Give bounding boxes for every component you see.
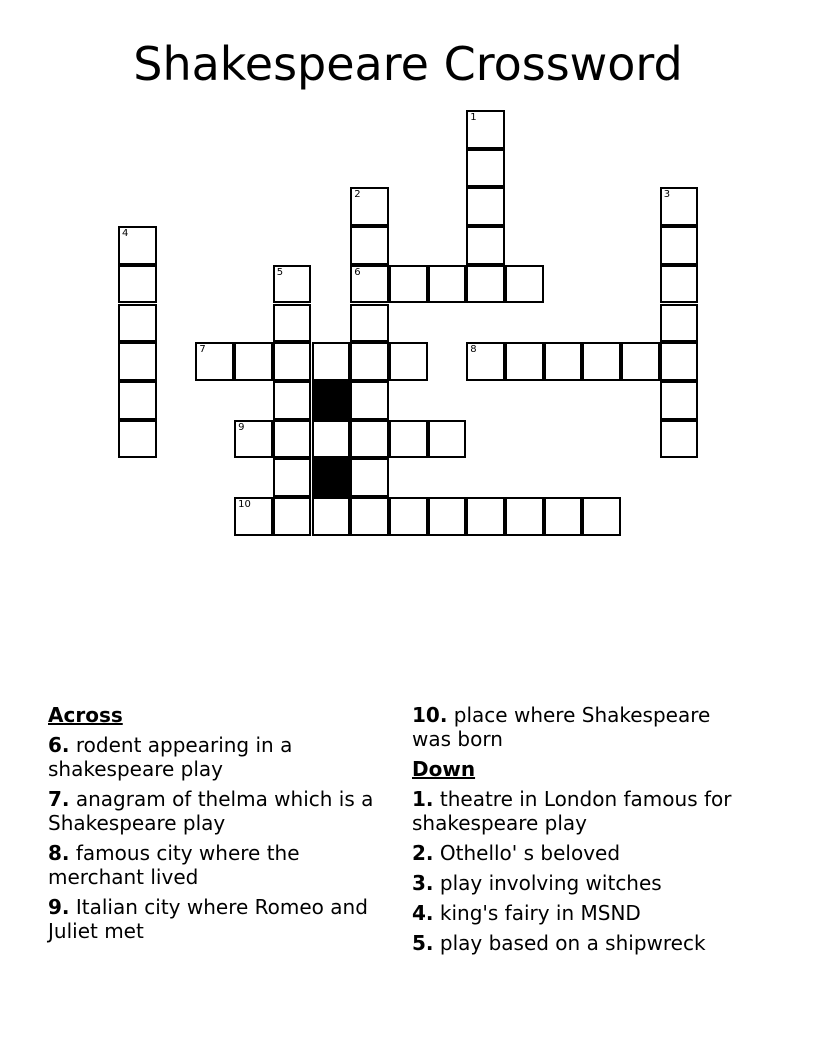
clue-number: 5 — [276, 266, 284, 278]
clue-text: anagram of thelma which is a Shakespeare play — [48, 787, 374, 835]
crossword-cell[interactable] — [312, 342, 351, 381]
clue-text: Othello' s beloved — [433, 841, 621, 865]
crossword-cell[interactable] — [350, 304, 389, 343]
clue-text: theatre in London famous for shakespeare play — [412, 787, 732, 835]
clue-number: 3. — [412, 871, 434, 895]
crossword-cell[interactable] — [466, 149, 505, 188]
down-heading: Down — [412, 757, 476, 781]
crossword-cell[interactable] — [505, 265, 544, 304]
crossword-cell[interactable] — [273, 265, 312, 304]
clue-item — [48, 895, 388, 943]
clue-text: famous city where the merchant lived — [48, 841, 300, 889]
crossword-cell[interactable] — [118, 304, 157, 343]
clue-item — [412, 841, 752, 865]
clue-number: 2 — [354, 189, 361, 201]
clues-column-left — [48, 703, 388, 943]
crossword-cell[interactable] — [582, 497, 621, 536]
clue-text: place where Shakespeare was born — [412, 703, 711, 751]
crossword-cell[interactable] — [466, 110, 505, 149]
crossword-block — [312, 381, 351, 420]
crossword-cell[interactable] — [466, 265, 505, 304]
crossword-cell[interactable] — [273, 342, 312, 381]
crossword-cell[interactable] — [273, 497, 312, 536]
crossword-cell[interactable] — [312, 420, 351, 459]
crossword-cell[interactable] — [273, 458, 312, 497]
clue-text: rodent appearing in a shakespeare play — [48, 733, 293, 781]
crossword-cell[interactable] — [544, 497, 583, 536]
crossword-cell[interactable] — [660, 342, 699, 381]
clue-number: 1. — [412, 787, 434, 811]
crossword-cell[interactable] — [350, 497, 389, 536]
crossword-cell[interactable] — [195, 342, 234, 381]
crossword-cell[interactable] — [118, 381, 157, 420]
crossword-cell[interactable] — [660, 226, 699, 265]
clue-text: king's fairy in MSND — [433, 901, 641, 925]
crossword-cell[interactable] — [428, 265, 467, 304]
clue-number: 5. — [412, 931, 434, 955]
across-heading: Across — [48, 703, 123, 727]
crossword-cell[interactable] — [350, 381, 389, 420]
crossword-cell[interactable] — [428, 420, 467, 459]
crossword-cell[interactable] — [273, 381, 312, 420]
clue-number: 10 — [238, 499, 251, 510]
crossword-cell[interactable] — [312, 497, 351, 536]
crossword-cell[interactable] — [505, 497, 544, 536]
crossword-cell[interactable] — [350, 458, 389, 497]
clue-item — [412, 931, 752, 955]
clue-text: play involving witches — [433, 871, 662, 895]
clue-item — [412, 871, 752, 895]
crossword-cell[interactable] — [273, 420, 312, 459]
clue-text: play based on a shipwreck — [433, 931, 706, 955]
clue-number: 8 — [470, 344, 477, 356]
clue-item — [48, 787, 388, 835]
crossword-block — [312, 458, 351, 497]
crossword-cell[interactable] — [389, 265, 428, 304]
page-title: Shakespeare Crossword — [133, 37, 683, 91]
crossword-cell[interactable] — [660, 265, 699, 304]
clue-number: 7. — [48, 787, 70, 811]
clue-item — [412, 787, 752, 835]
clue-text: Italian city where Romeo and Juliet met — [48, 895, 368, 943]
clue-item — [412, 703, 752, 751]
clue-item — [412, 901, 752, 925]
crossword-cell[interactable] — [389, 420, 428, 459]
crossword-cell[interactable] — [234, 497, 273, 536]
crossword-cell[interactable] — [466, 342, 505, 381]
crossword-cell[interactable] — [660, 304, 699, 343]
crossword-cell[interactable] — [118, 226, 157, 265]
crossword-cell[interactable] — [466, 226, 505, 265]
clues-column-right — [412, 703, 752, 955]
clue-item — [48, 733, 388, 781]
crossword-cell[interactable] — [660, 187, 699, 226]
clue-number: 9 — [238, 421, 245, 433]
clue-number: 9. — [48, 895, 70, 919]
crossword-cell[interactable] — [350, 420, 389, 459]
crossword-cell[interactable] — [544, 342, 583, 381]
crossword-cell[interactable] — [505, 342, 544, 381]
clue-number: 3 — [663, 189, 671, 201]
clue-number: 1 — [470, 112, 477, 123]
crossword-cell[interactable] — [621, 342, 660, 381]
clue-number: 10. — [412, 703, 448, 727]
crossword-cell[interactable] — [350, 226, 389, 265]
crossword-cell[interactable] — [273, 304, 312, 343]
clue-number: 7 — [199, 344, 206, 356]
clue-item — [48, 841, 388, 889]
crossword-cell[interactable] — [466, 497, 505, 536]
crossword-cell[interactable] — [350, 187, 389, 226]
crossword-cell[interactable] — [350, 342, 389, 381]
crossword-cell[interactable] — [118, 420, 157, 459]
crossword-cell[interactable] — [660, 381, 699, 420]
crossword-cell[interactable] — [389, 497, 428, 536]
crossword-cell[interactable] — [118, 342, 157, 381]
clue-number: 6 — [354, 266, 361, 278]
crossword-cell[interactable] — [660, 420, 699, 459]
crossword-cell[interactable] — [350, 265, 389, 304]
crossword-cell[interactable] — [389, 342, 428, 381]
crossword-cell[interactable] — [234, 342, 273, 381]
crossword-cell[interactable] — [234, 420, 273, 459]
crossword-cell[interactable] — [118, 265, 157, 304]
clue-number: 2. — [412, 841, 434, 865]
crossword-cell[interactable] — [582, 342, 621, 381]
clue-number: 8. — [48, 841, 70, 865]
clue-number: 4 — [122, 228, 129, 240]
crossword-cell[interactable] — [466, 187, 505, 226]
crossword-cell[interactable] — [428, 497, 467, 536]
clue-number: 6. — [48, 733, 70, 757]
clue-number: 4. — [412, 901, 434, 925]
